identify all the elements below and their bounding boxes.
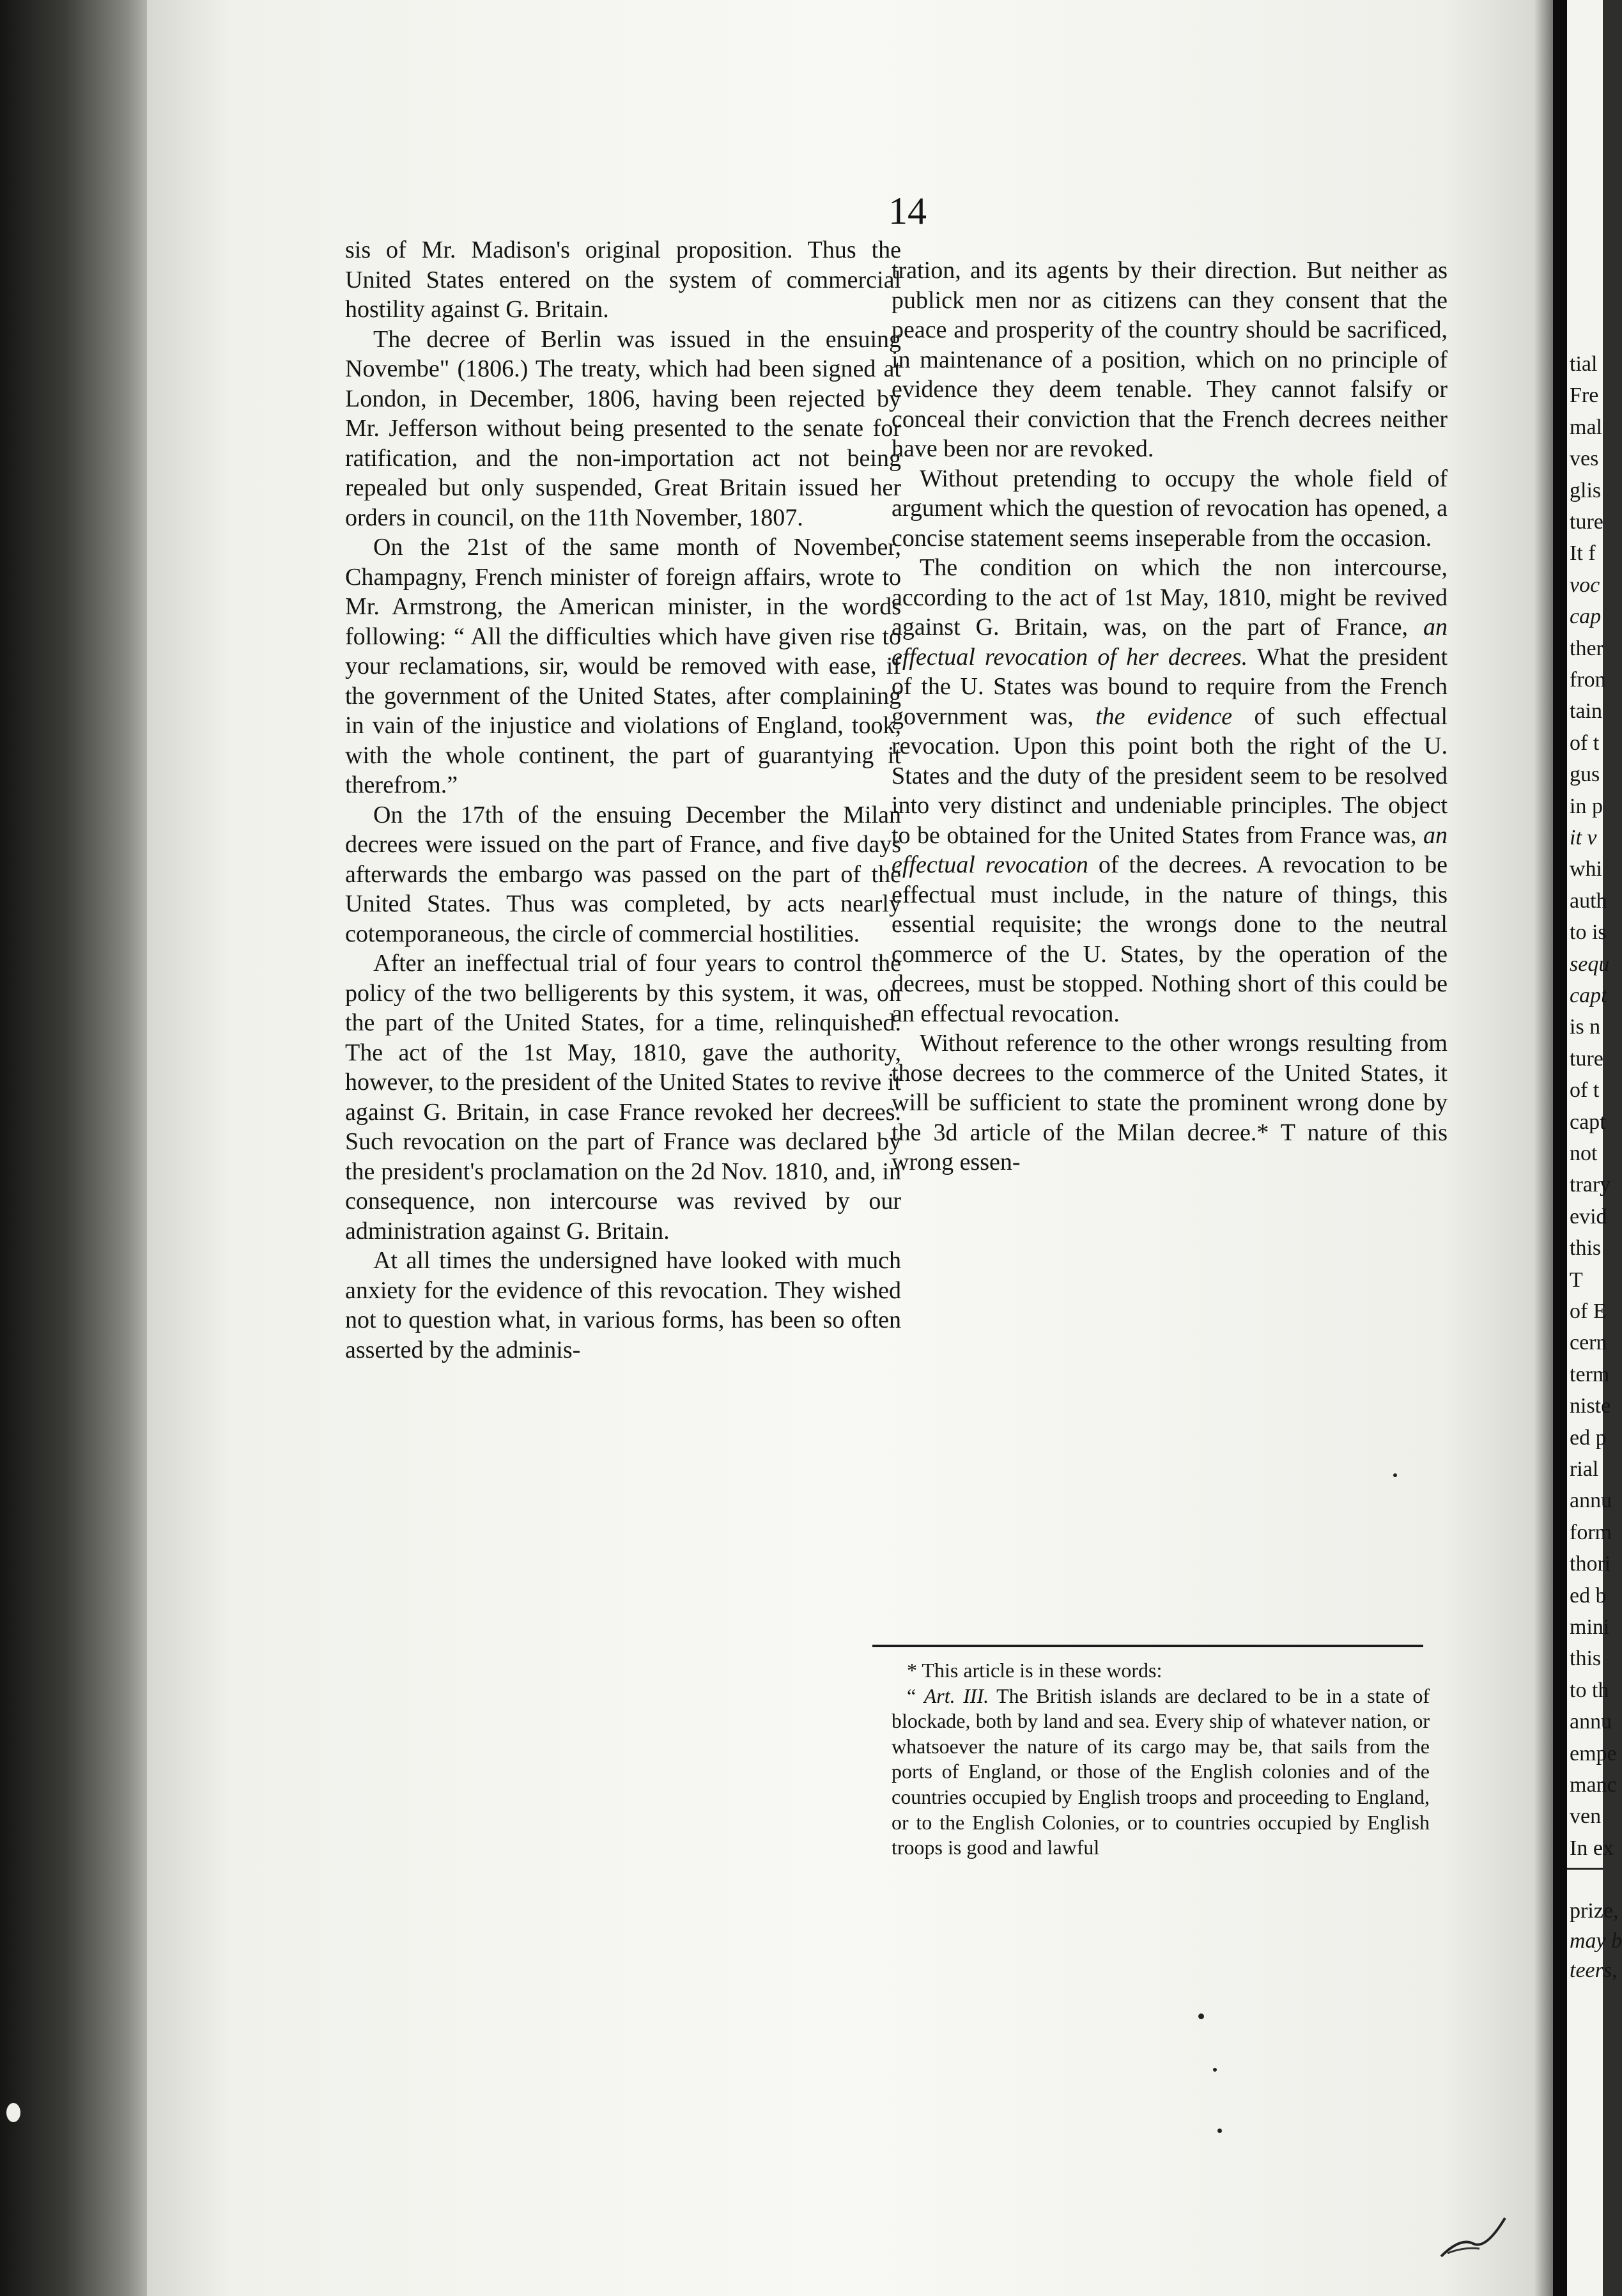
adjacent-page-word-fragment: tial [1570,352,1598,376]
italic-phrase: the evidence [1095,702,1232,730]
adjacent-page-word-fragment: of t [1570,1078,1600,1103]
adjacent-page-word-fragment: auth [1570,888,1607,913]
adjacent-page-word-fragment: in p [1570,794,1603,818]
paragraph: On the 21st of the same month of November, Champagny, French minister of foreign affairs, wrote to Mr. Armstrong, the American minister, in the words following: “ All the difficulties which have given rise to your reclamations, sir, would be removed with ease, if the government of the United States, after complaining in vain of the injustice and violations of England, took, with the whole continent, the part of guarantying it therefrom.” [345,534,901,798]
adjacent-page-word-fragment: mal [1570,415,1602,439]
adjacent-page-word-fragment: capt [1570,1110,1606,1134]
adjacent-page-word-fragment: annu [1570,1710,1612,1734]
adjacent-page-word-fragment: of t [1570,731,1600,755]
adjacent-page-word-fragment: T [1570,1268,1583,1292]
adjacent-footnote-rule [1567,1868,1603,1870]
adjacent-page-word-fragment: rial [1570,1457,1599,1481]
adjacent-page-word-fragment: prize, [1570,1899,1619,1923]
adjacent-page-word-fragment: gus [1570,763,1600,787]
adjacent-page-word-fragment: niste [1570,1394,1611,1418]
adjacent-page-word-fragment: it v [1570,826,1597,849]
footnote-rule [872,1645,1423,1647]
adjacent-page-word-fragment: mini [1570,1615,1610,1639]
adjacent-page-word-fragment: voc [1570,573,1600,597]
footnote-text: The British islands are declared to be in a state of blockade, both by land and sea. Every ship of whatever nation, or whatsoever the nature of its cargo may be, that sails from the ports of England, or those of the English colonies and of the countries occupied by English troops and proceeding to England, or to the English Colonies, or to countries occupied by English troops is good and lawful [892,1684,1430,1859]
adjacent-page-word-fragment: Fre [1570,384,1599,408]
ink-speck [6,2103,20,2122]
adjacent-page-word-fragment: this [1570,1647,1602,1671]
adjacent-page-word-fragment: cap [1570,605,1602,629]
adjacent-page-word-fragment: ture [1570,1046,1603,1071]
adjacent-page-word-fragment: ven [1570,1804,1602,1829]
right-text-column [892,256,1448,1177]
paragraph [892,553,1448,1028]
adjacent-page-word-fragment: term [1570,1362,1610,1386]
adjacent-page-word-fragment: sequ [1570,952,1610,976]
page-number: 14 [888,190,927,232]
page-fold-shadow [1534,0,1553,2296]
text-run: of the decrees. A revocation to be effectual must include, in the nature of things, this essential requisite; the wrongs done to the neutral commerce of the U. States, by the operation of the decrees, must be stopped. Nothing short of this could be an effectual revocation. [892,851,1448,1027]
adjacent-page-word-fragment: trary [1570,1173,1611,1197]
italic-phrase: an effectual revocation of her decrees. [892,614,1448,671]
paragraph: sis of Mr. Madison's original proposition. Thus the United States entered on the system of commercial hostility against G. Britain. [345,237,901,323]
adjacent-page-word-fragment: capt [1570,984,1607,1007]
adjacent-page-word-fragment: of E [1570,1299,1607,1323]
ink-speck [1393,1473,1397,1477]
ink-speck [1198,2013,1204,2019]
paragraph: Without reference to the other wrongs resulting from those decrees to the commerce of the United States, it will be sufficient to state the prominent wrong done by the 3d article of the Milan decree.* T nature of this wrong essen- [892,1030,1448,1175]
adjacent-page-word-fragment: evid [1570,1204,1607,1229]
adjacent-page-word-fragment: ed b [1570,1583,1607,1608]
ink-speck [1217,2129,1222,2133]
adjacent-page-word-fragment: tain [1570,699,1602,724]
paragraph: Without pretending to occupy the whole field of argument which the question of revocation has opened, a concise statement seems inseperable from the occasion. [892,465,1448,552]
adjacent-page-word-fragment: manc [1570,1773,1617,1797]
adjacent-page-word-fragment: whi [1570,857,1602,881]
adjacent-page-word-fragment: form [1570,1520,1612,1544]
ink-speck [1213,2068,1217,2072]
adjacent-page-word-fragment: ed p [1570,1425,1607,1450]
ink-scribble-icon [1435,2212,1511,2263]
page-gutter [1553,0,1567,2296]
book-binding-edge [0,0,160,2296]
footnote [892,1658,1430,1861]
adjacent-page-word-fragment: ves [1570,447,1599,471]
open-quote: “ [907,1684,924,1707]
paragraph: After an ineffectual trial of four years to control the policy of the two belligerents by this system, it was, on the part of the United States, for a time, relinquished. The act of the 1st May, 1810, gave the authority, however, to the president of the United States to revive it against G. Britain, in case France revoked her decrees. Such revocation on the part of France was declared by the president's proclamation on the 2d Nov. 1810, and, in consequence, non intercourse was revived by our administration against G. Britain. [345,950,901,1245]
adjacent-page-word-fragment: this [1570,1236,1602,1260]
paragraph: tration, and its agents by their direction. But neither as publick men nor as citizens can they consent that the peace and prosperity of the country should be sacrificed, in maintenance of a position, which on no principle of evidence they deem tenable. They cannot falsify or conceal their conviction that the French decrees neither have been nor are revoked. [892,257,1448,462]
footnote-marker: * This article is in these words: [907,1659,1162,1682]
text-run: What the president of the U. States was bound to require from the French government was, [892,643,1448,730]
adjacent-page-word-fragment: thori [1570,1552,1611,1576]
adjacent-page-word-fragment: not [1570,1142,1598,1165]
adjacent-page-word-fragment: ture [1570,510,1603,534]
paragraph: On the 17th of the ensuing December the Milan decrees were issued on the part of France, and five days afterwards the embargo was passed on the part of the United States. Thus was completed, by acts nearly cotemporaneous, the circle of commercial hostilities. [345,801,901,947]
text-run: of such effectual revocation. Upon this point both the right of the U. States and the duty of the president seem to be resolved into very distinct and undeniable principles. The object to be obtained for the United States from France was, [892,702,1448,849]
adjacent-page-word-fragment: glis [1570,478,1602,502]
italic-phrase: an effectual revocation [892,821,1448,878]
adjacent-page-word-fragment: It f [1570,541,1596,566]
adjacent-page-word-fragment: fron [1570,668,1606,692]
paragraph: At all times the undersigned have looked with much anxiety for the evidence of this revocation. They wished not to question what, in various forms, has been so often asserted by the adminis- [345,1247,901,1363]
article-label: Art. III. [923,1684,989,1707]
adjacent-page-word-fragment: empe [1570,1741,1617,1765]
adjacent-page-word-fragment: to th [1570,1678,1609,1702]
adjacent-page-word-fragment: is n [1570,1015,1601,1039]
adjacent-page-fragment [1567,0,1622,2296]
adjacent-page-word-fragment: annu [1570,1489,1612,1513]
adjacent-page-word-fragment: ther [1570,636,1603,660]
adjacent-page-word-fragment: teers, [1570,1959,1618,1982]
adjacent-page-word-fragment: In ex [1570,1836,1614,1860]
adjacent-page-word-fragment: may b [1570,1929,1622,1953]
left-text-column [345,235,901,1365]
footnote-quote [892,1684,1430,1861]
adjacent-page-word-fragment: cern [1570,1331,1607,1355]
text-run: The condition on which the non intercourse, according to the act of 1st May, 1810, might be revived against G. Britain, was, on the part of France, [892,554,1448,640]
adjacent-page-word-fragment: to is [1570,920,1607,945]
paragraph: The decree of Berlin was issued in the ensuing Novembe" (1806.) The treaty, which had been signed at London, in December, 1806, having been rejected by Mr. Jefferson without being presented to the senate for ratification, and the non-importation act not being repealed but only suspended, Great Britain issued her orders in council, on the 11th November, 1807. [345,325,901,531]
